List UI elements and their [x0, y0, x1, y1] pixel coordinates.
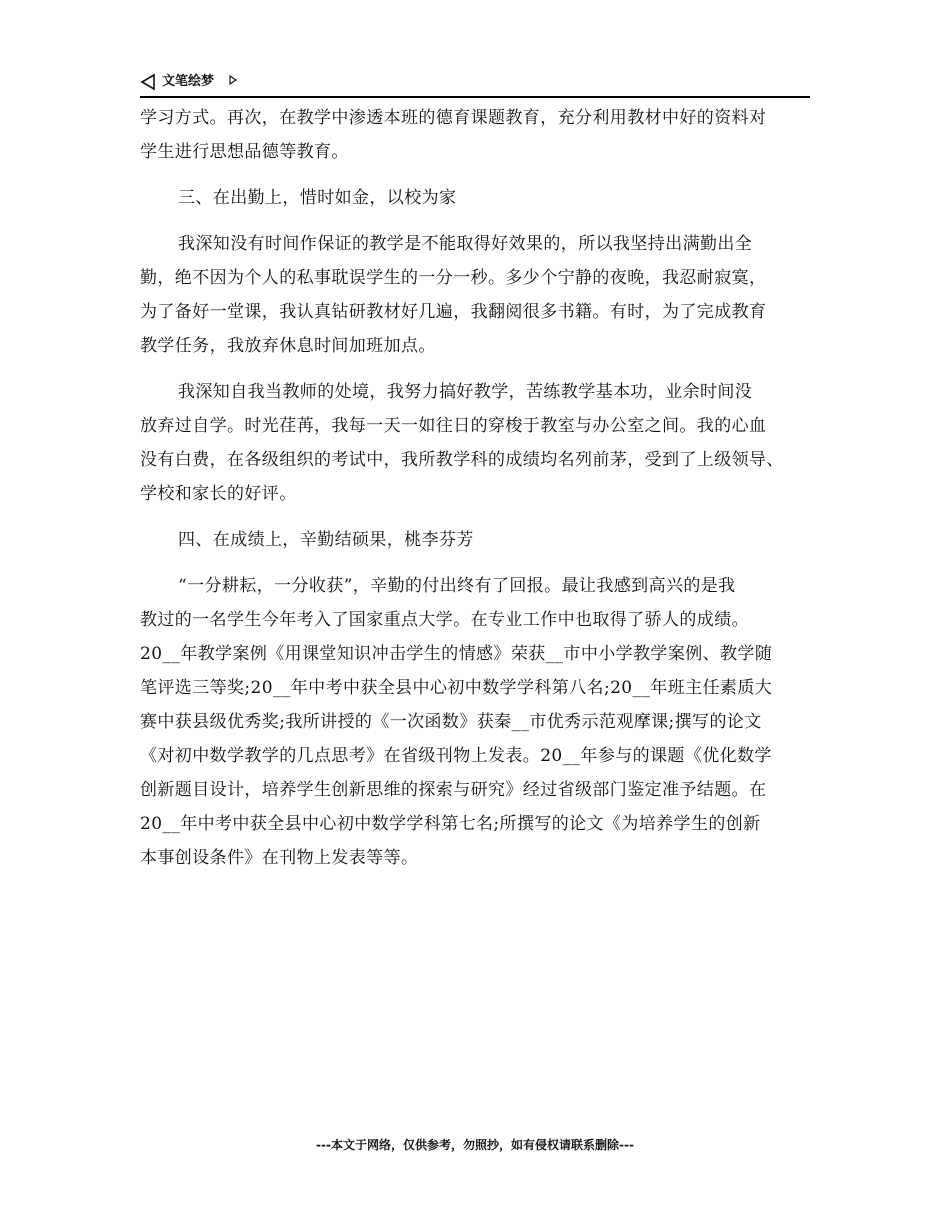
text-line: “一分耕耘，一分收获”，辛勤的付出终有了回报。最让我感到高兴的是我 — [178, 576, 736, 596]
text-line: 我深知自我当教师的处境，我努力搞好教学，苦练教学基本功，业余时间没 — [178, 382, 753, 402]
text-line: 学校和家长的好评。 — [140, 484, 297, 504]
section-heading: 四、在成绩上，辛勤结硕果，桃李芬芳 — [178, 530, 474, 550]
text-line: 为了备好一堂课，我认真钻研教材好几遍，我翻阅很多书籍。有时，为了完成教育 — [140, 302, 767, 322]
text-line: 《对初中数学教学的几点思考》在省级刊物上发表。20__年参与的课题《优化数学 — [140, 746, 772, 766]
page-header — [140, 72, 810, 98]
text-line: 教学任务，我放弃休息时间加班加点。 — [140, 336, 436, 356]
header-title: 文笔绘梦 — [162, 74, 215, 89]
text-line: 创新题目设计，培养学生创新思维的探索与研究》经过省级部门鉴定准予结题。在 — [140, 780, 767, 800]
text-line: 20__年中考中获全县中心初中数学学科第七名;所撰写的论文《为培养学生的创新 — [140, 814, 761, 834]
text-line: 本事创设条件》在刊物上发表等等。 — [140, 848, 419, 868]
section-heading: 三、在出勤上，惜时如金，以校为家 — [178, 188, 457, 208]
text-line: 20__年教学案例《用课堂知识冲击学生的情感》荣获__市中小学教学案例、教学随 — [140, 644, 773, 664]
text-line: 勤，绝不因为个人的私事耽误学生的一分一秒。多少个宁静的夜晚，我忍耐寂寞， — [140, 268, 767, 288]
document-body — [140, 101, 830, 875]
text-line: 没有白费，在各级组织的考试中，我所教学科的成绩均名列前茅，受到了上级领导、 — [140, 450, 784, 470]
triangle-right-icon — [228, 74, 238, 86]
triangle-left-icon — [140, 73, 156, 91]
text-line: 笔评选三等奖;20__年中考中获全县中心初中数学学科第八名;20__年班主任素质大 — [140, 678, 773, 698]
text-line: 学生进行思想品德等教育。 — [140, 142, 349, 162]
text-line: 赛中获县级优秀奖;我所讲授的《一次函数》获秦__市优秀示范观摩课;撰写的论文 — [140, 712, 762, 732]
footer-disclaimer: ---本文于网络，仅供参考，勿照抄，如有侵权请联系删除--- — [316, 1138, 634, 1152]
text-line: 放弃过自学。时光荏苒，我每一天一如往日的穿梭于教室与办公室之间。我的心血 — [140, 416, 767, 436]
text-line: 教过的一名学生今年考入了国家重点大学。在专业工作中也取得了骄人的成绩。 — [140, 610, 749, 630]
text-line: 我深知没有时间作保证的教学是不能取得好效果的，所以我坚持出满勤出全 — [178, 234, 753, 254]
text-line: 学习方式。再次，在教学中渗透本班的德育课题教育，充分利用教材中好的资料对 — [140, 108, 767, 128]
